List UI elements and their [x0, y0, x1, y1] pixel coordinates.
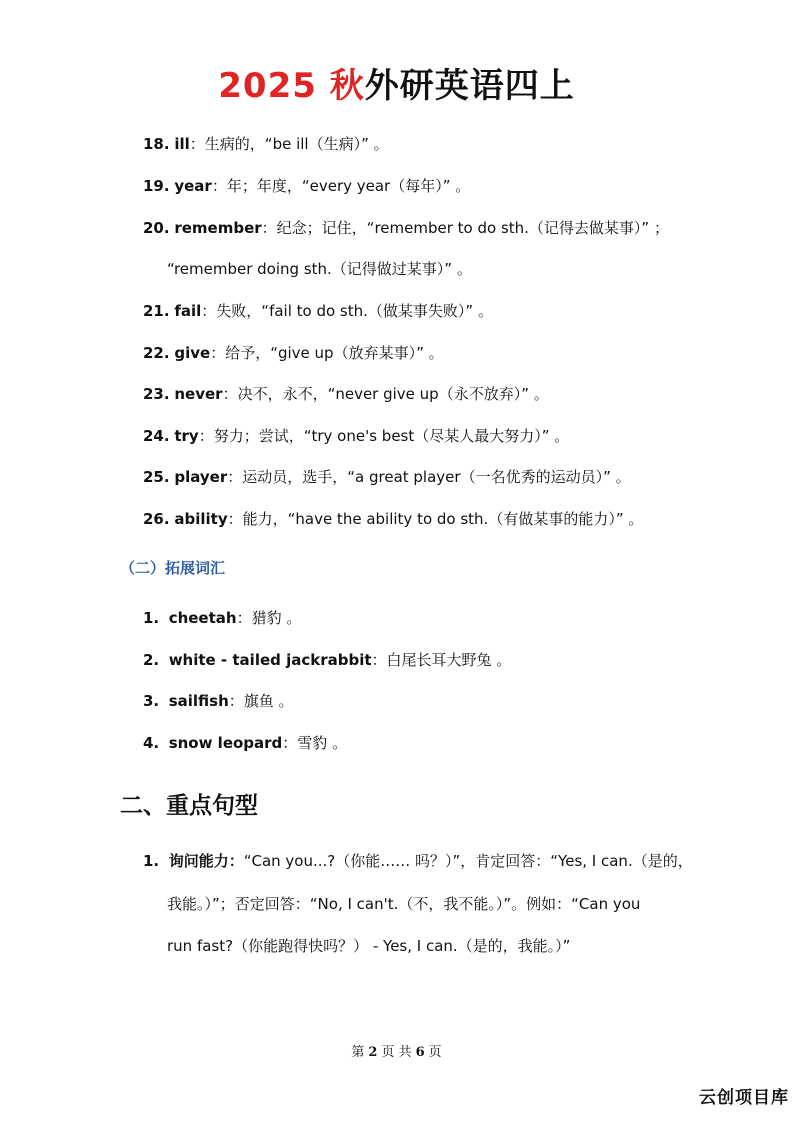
vocab-item-20: 20. remember：纪念；记住，“remember to do sth.（记得去做某事）” ；: [143, 219, 669, 237]
vocab-definition: ：失败，“fail to do sth.（做某事失败）” 。: [201, 302, 493, 320]
vocab-item-21: 21. fail：失败，“fail to do sth.（做某事失败）” 。: [143, 302, 493, 320]
extended-word: cheetah: [168, 609, 237, 627]
vocab-word: ability: [174, 510, 228, 528]
extended-definition: ：猎豹 。: [236, 609, 302, 627]
extended-definition: ：雪豹 。: [282, 734, 348, 752]
key-sentences-heading: 二、重点句型: [120, 793, 258, 819]
total-pages: 6: [415, 1045, 425, 1060]
extended-definition: ：旗鱼 。: [228, 692, 294, 710]
extended-word: white - tailed jackrabbit: [168, 651, 372, 669]
vocab-definition: ：给予，“give up（放弃某事）” 。: [210, 344, 444, 362]
vocab-definition: ：努力；尝试，“try one's best（尽某人最大努力）” 。: [198, 427, 570, 445]
title-year: 2025: [218, 66, 317, 106]
vocab-item-26: 26. ability：能力，“have the ability to do sth.（有做某事的能力）” 。: [143, 510, 644, 528]
extended-item-3: 3. sailfish：旗鱼 。: [143, 692, 294, 710]
vocab-item-20-continued: “remember doing sth.（记得做过某事）” 。: [167, 260, 472, 278]
vocab-definition: ：能力，“have the ability to do sth.（有做某事的能力）” 。: [227, 510, 644, 528]
vocab-word: player: [174, 468, 228, 486]
vocab-definition: ：年；年度，“every year（每年）” 。: [211, 177, 471, 195]
vocab-item-22: 22. give：给予，“give up（放弃某事）” 。: [143, 344, 444, 362]
extended-item-4: 4. snow leopard：雪豹 。: [143, 734, 348, 752]
vocab-item-23: 23. never：决不，永不，“never give up（永不放弃）” 。: [143, 385, 549, 403]
title-season: 秋: [329, 66, 365, 106]
sentence-label: 询问能力：: [168, 852, 244, 870]
sentence-line-3: run fast?（你能跑得快吗？） - Yes, I can.（是的，我能。）”: [167, 937, 571, 955]
vocab-word: ill: [174, 135, 190, 153]
sentence-item-1: 1. 询问能力：“Can you...?（你能…… 吗？）”，肯定回答：“Yes, I can.（是的，: [143, 852, 693, 870]
sentence-line-1: “Can you...?（你能…… 吗？）”，肯定回答：“Yes, I can.（是的，: [243, 852, 693, 870]
vocab-definition: ：纪念；记住，“remember to do sth.（记得去做某事）” ；: [261, 219, 669, 237]
page-title: [0, 58, 793, 107]
vocab-word: never: [174, 385, 223, 403]
extended-item-1: 1. cheetah：猎豹 。: [143, 609, 302, 627]
title-subject: 外研英语四上: [364, 66, 575, 106]
vocab-word: year: [174, 177, 212, 195]
vocab-word: remember: [174, 219, 262, 237]
vocab-item-24: 24. try：努力；尝试，“try one's best（尽某人最大努力）” 。: [143, 427, 570, 445]
vocab-definition: ：运动员，选手，“a great player（一名优秀的运动员）” 。: [227, 468, 631, 486]
watermark: 云创项目库: [699, 1088, 789, 1108]
vocab-definition: ：生病的，“be ill（生病）” 。: [189, 135, 389, 153]
vocab-item-18: 18. ill：生病的，“be ill（生病）” 。: [143, 135, 389, 153]
extended-definition: ：白尾长耳大野兔 。: [371, 651, 512, 669]
current-page-number: 2: [368, 1045, 378, 1060]
vocab-word: try: [174, 427, 199, 445]
vocab-word: give: [174, 344, 211, 362]
vocab-item-25: 25. player：运动员，选手，“a great player（一名优秀的运动员）” 。: [143, 468, 631, 486]
extended-word: sailfish: [168, 692, 229, 710]
extended-word: snow leopard: [168, 734, 283, 752]
extended-item-2: 2. white - tailed jackrabbit：白尾长耳大野兔 。: [143, 651, 512, 669]
sentence-line-2: 我能。）”；否定回答：“No, I can't.（不，我不能。）”。例如：“Can you: [167, 895, 641, 913]
extended-vocab-heading: （二）拓展词汇: [120, 559, 226, 577]
page-footer: 第 2 页 共 6 页: [351, 1045, 442, 1060]
vocab-word: fail: [174, 302, 202, 320]
vocab-definition: ：决不，永不，“never give up（永不放弃）” 。: [222, 385, 549, 403]
vocab-item-19: 19. year：年；年度，“every year（每年）” 。: [143, 177, 471, 195]
